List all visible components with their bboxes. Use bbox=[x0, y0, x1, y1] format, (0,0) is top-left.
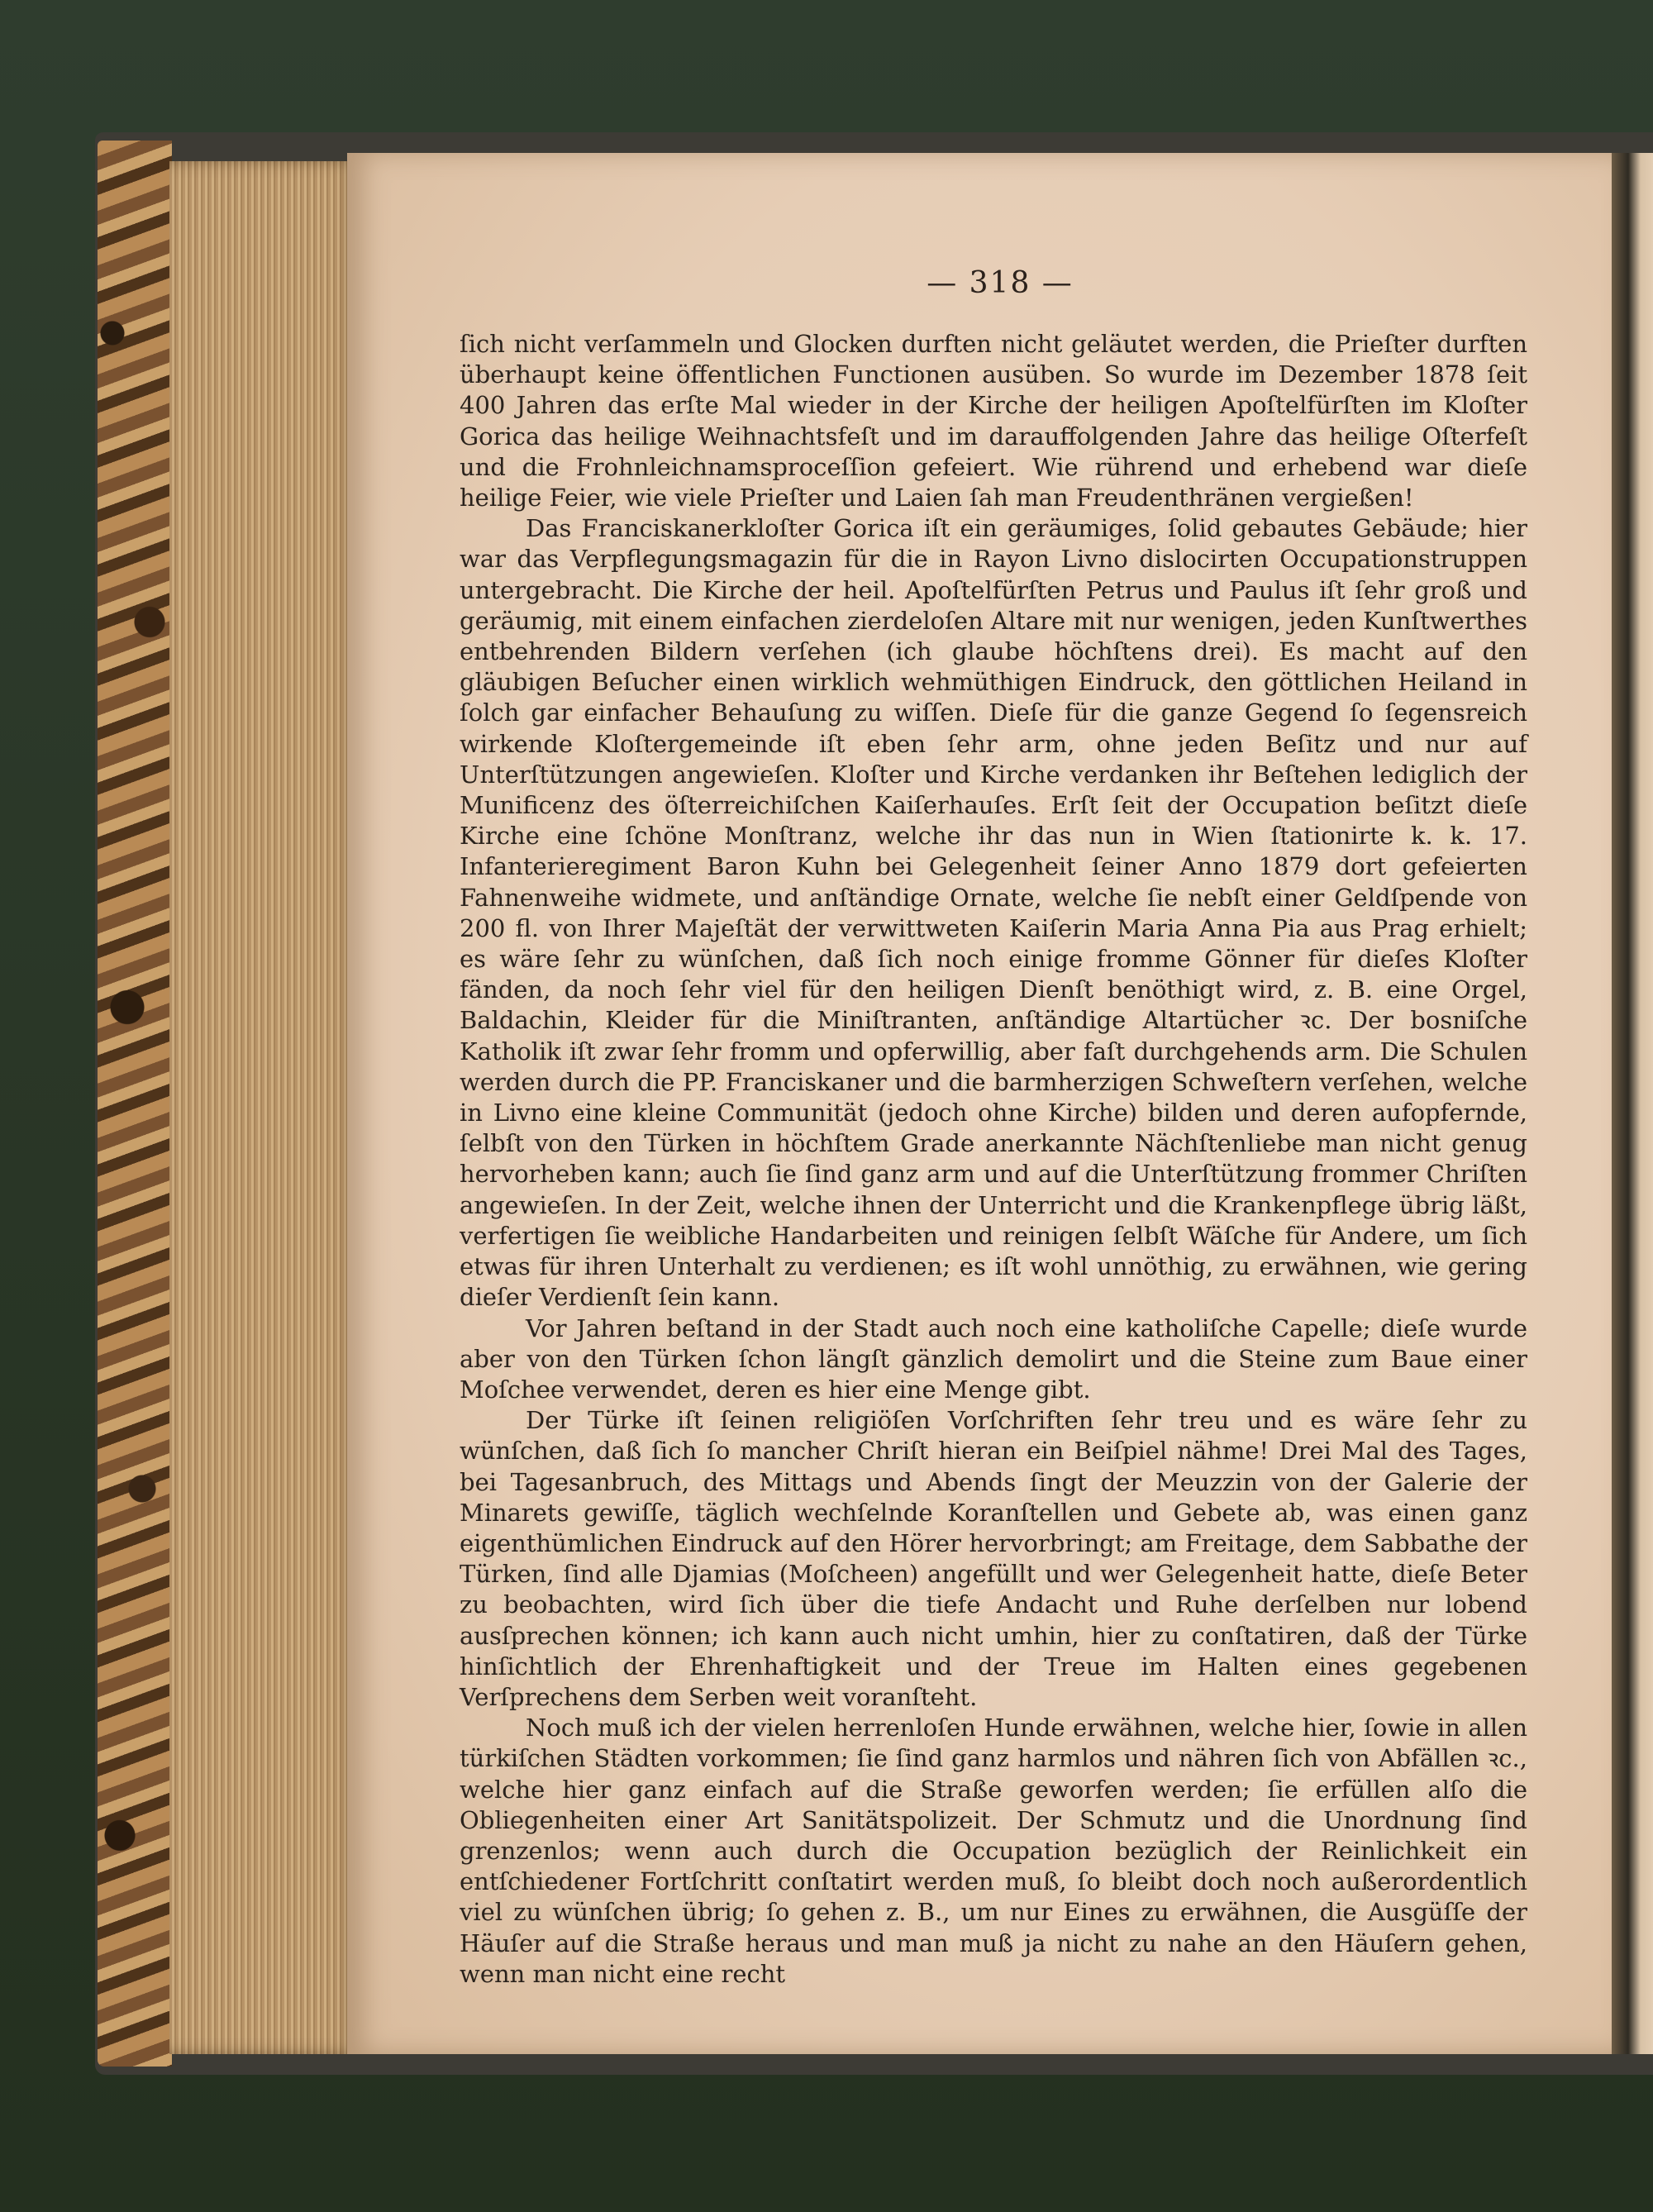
paragraph: Das Franciskanerkloſter Gorica iſt ein geräumiges, ſolid gebautes Gebäude; hier war das Verpflegungsmagazin für die in Rayon Livno dislocirten Occupationstruppen untergebracht. Die Kirche der heil. Apoſtelfürſten Petrus und Paulus iſt ſehr groß und geräumig, mit einem einfachen zierdeloſen Altare mit nur wenigen, jeden Kunſtwerthes entbehrenden Bildern verſehen (ich glaube höchſtens drei). Es macht auf den gläubigen Beſucher einen wirklich wehmüthigen Eindruck, den göttlichen Heiland in ſolch gar einfacher Behauſung zu wiſſen. Dieſe für die ganze Gegend ſo ſegensreich wirkende Kloſtergemeinde iſt eben ſehr arm, ohne jeden Beſitz und nur auf Unterſtützungen angewieſen. Kloſter und Kirche verdanken ihr Beſtehen lediglich der Munificenz des öſterreichiſchen Kaiſerhauſes. Erſt ſeit der Occupation beſitzt dieſe Kirche eine ſchöne Monſtranz, welche ihr das nun in Wien ſtationirte k. k. 17. Infanterieregiment Baron Kuhn bei Gelegenheit ſeiner Anno 1879 dort gefeierten Fahnenweihe widmete, und anſtändige Ornate, welche ſie nebſt einer Geldſpende von 200 fl. von Ihrer Majeſtät der verwittweten Kaiſerin Maria Anna Pia aus Prag erhielt; es wäre ſehr zu wünſchen, daß ſich noch einige fromme Gönner für dieſes Kloſter fänden, da noch ſehr viel für den heiligen Dienſt benöthigt wird, z. B. eine Orgel, Baldachin, Kleider für die Miniſtranten, anſtändige Altartücher ꝛc. Der bosniſche Katholik iſt zwar ſehr fromm und opferwillig, aber faſt durchgehends arm. Die Schulen werden durch die PP. Franciskaner und die barmherzigen Schweſtern verſehen, welche in Livno eine kleine Communität (jedoch ohne Kirche) bilden und deren aufopfernde, ſelbſt von den Türken in höchſtem Grade anerkannte Nächſtenliebe man nicht genug hervorheben kann; auch ſie ſind ganz arm und auf die Unterſtützung frommer Chriſten angewieſen. In der Zeit, welche ihnen der Unterricht und die Krankenpflege übrig läßt, verfertigen ſie weibliche Handarbeiten und reinigen ſelbſt Wäſche für Andere, um ſich etwas für ihren Unterhalt zu verdienen; es iſt wohl unnöthig, zu erwähnen, wie gering dieſer Verdienſt ſein kann. bbox=[460, 514, 1527, 1312]
paragraph: Vor Jahren beſtand in der Stadt auch noch eine katholiſche Capelle; dieſe wurde aber von den Türken ſchon längſt gänzlich demolirt und die Steine zum Baue einer Moſchee verwendet, deren es hier eine Menge gibt. bbox=[460, 1313, 1527, 1404]
page-text bbox=[460, 329, 1527, 1990]
paragraph: Der Türke iſt ſeinen religiöſen Vorſchriften ſehr treu und es wäre ſehr zu wünſchen, daß ſich ſo mancher Chriſt hieran ein Beiſpiel nähme! Drei Mal des Tages, bei Tagesanbruch, des Mittags und Abends ſingt der Meuzzin von der Galerie der Minarets gewiſſe, täglich wechſelnde Koranſtellen und Gebete ab, was einen ganz eigenthümlichen Eindruck auf den Hörer hervorbringt; am Freitage, dem Sabbathe der Türken, ſind alle Djamias (Moſcheen) angefüllt und wer Gelegenheit hatte, dieſe Beter zu beobachten, wird ſich über die tiefe Andacht und Ruhe derſelben nur lobend ausſprechen können; ich kann auch nicht umhin, hier zu conſtatiren, daß der Türke hinſichtlich der Ehrenhaftigkeit und der Treue im Halten eines gegebenen Verſprechens dem Serben weit voranſteht. bbox=[460, 1406, 1527, 1711]
book-gutter bbox=[1612, 153, 1653, 2054]
marbled-page-edge bbox=[98, 141, 172, 2067]
paragraph: Noch muß ich der vielen herrenloſen Hunde erwähnen, welche hier, ſowie in allen türkiſchen Städten vorkommen; ſie ſind ganz harmlos und nähren ſich von Abfällen ꝛc., welche hier ganz einfach auf die Straße geworfen werden; ſie erfüllen alſo die Obliegenheiten einer Art Sanitätspolizeit. Der Schmutz und die Unordnung ſind grenzenlos; wenn auch durch die Occupation bezüglich der Reinlichkeit ein entſchiedener Fortſchritt conſtatirt werden muß, ſo bleibt doch noch außerordentlich viel zu wünſchen übrig; ſo gehen z. B., um nur Eines zu erwähnen, die Ausgüſſe der Häuſer auf die Straße heraus und man muß ja nicht zu nahe an den Häuſern gehen, wenn man nicht eine recht bbox=[460, 1714, 1527, 1988]
page-number: — 318 — bbox=[927, 266, 1074, 300]
page-edges bbox=[169, 161, 360, 2054]
paragraph: ſich nicht verſammeln und Glocken durften nicht geläutet werden, die Prieſter durften überhaupt keine öffentlichen Functionen ausüben. So wurde im Dezember 1878 ſeit 400 Jahren das erſte Mal wieder in der Kirche der heiligen Apoſtelfürſten im Kloſter Gorica das heilige Weihnachtsfeſt und im darauffolgenden Jahre das heilige Oſterfeſt und die Frohnleichnamsproceſſion gefeiert. Wie rührend und erhebend war dieſe heilige Feier, wie viele Prieſter und Laien ſah man Freudenthränen vergießen! bbox=[460, 330, 1527, 512]
